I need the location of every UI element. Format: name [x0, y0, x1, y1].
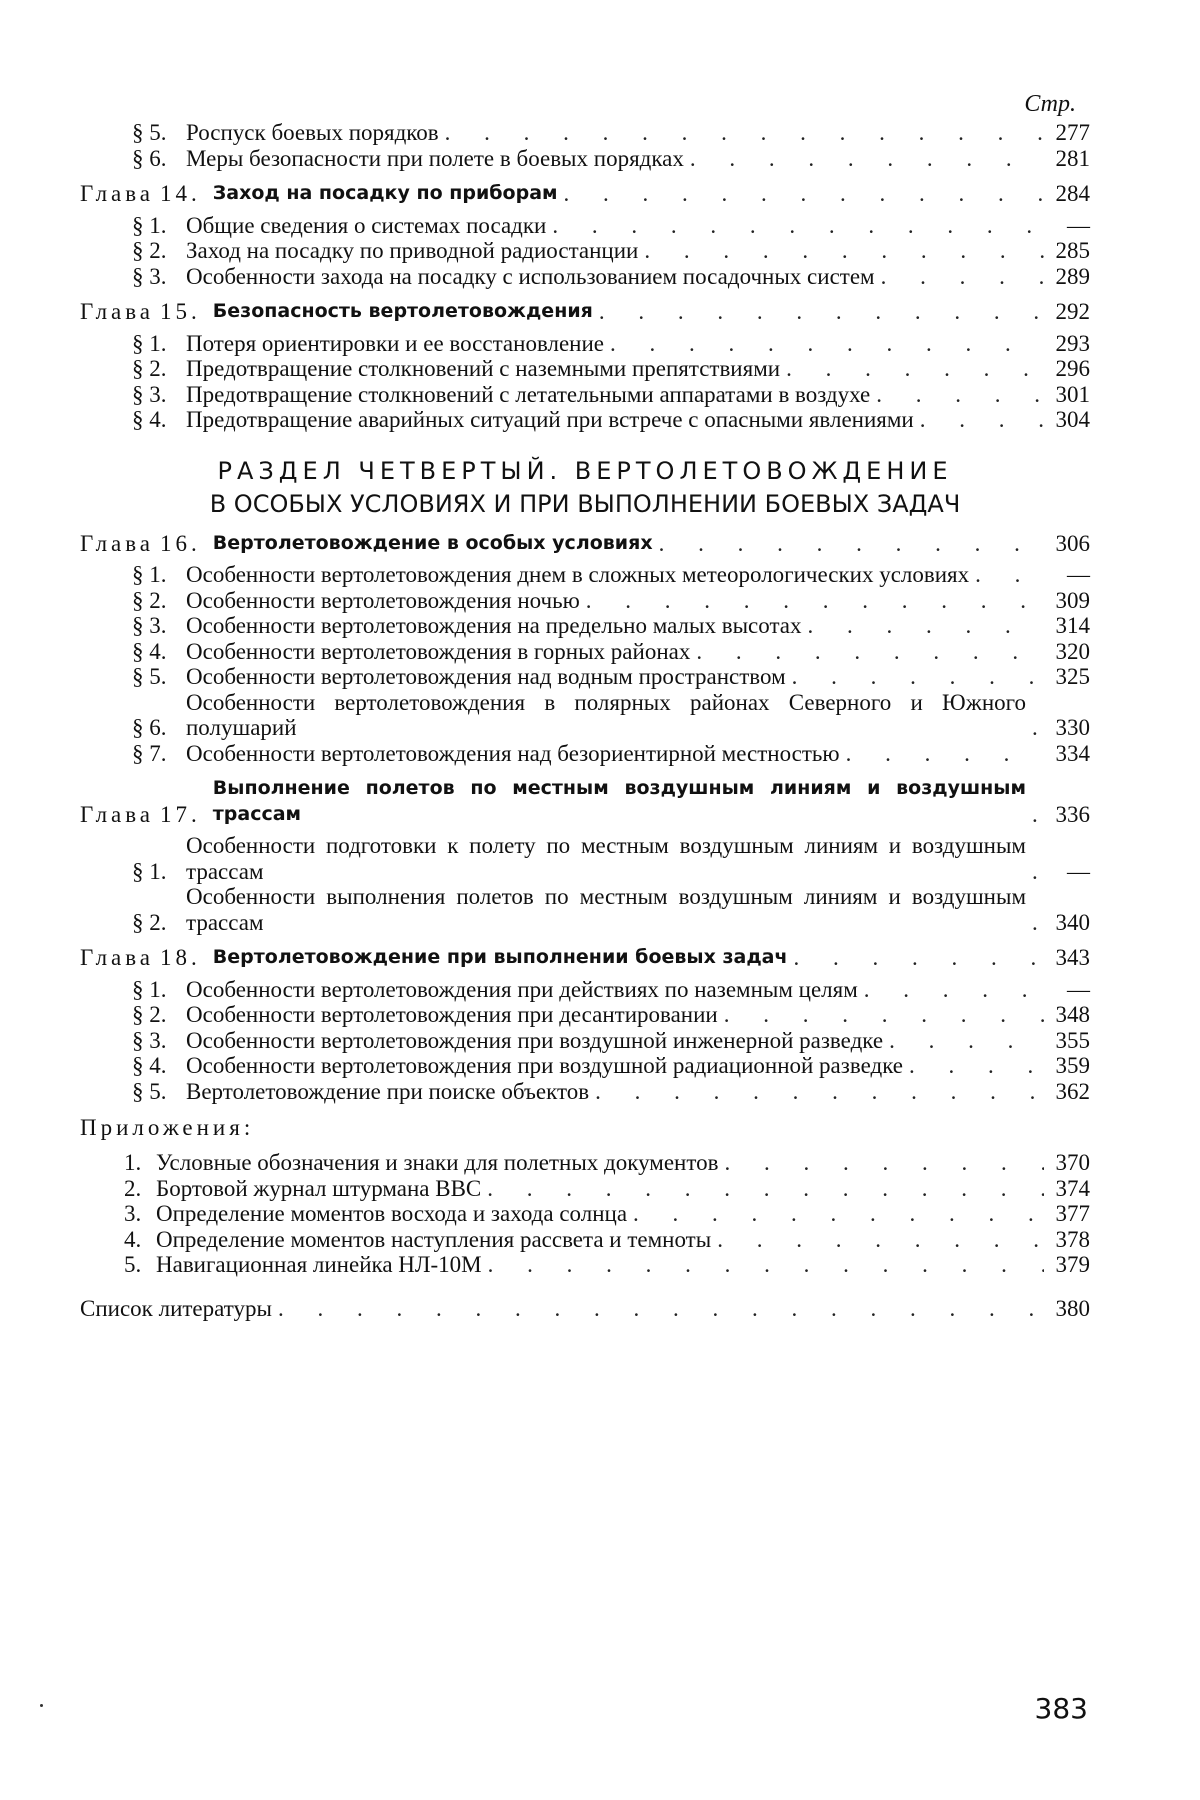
entry-number: § 2. — [132, 238, 167, 263]
toc-chapter-entry[interactable] — [80, 299, 1090, 325]
entry-title: Особенности вертолетовождения в полярных районах Северного и Южного полушарий — [186, 689, 1026, 740]
entry-page-number: 340 — [1055, 909, 1090, 935]
toc-section-entry[interactable] — [80, 639, 1090, 665]
entry-number: 3. — [124, 1201, 142, 1226]
entry-title: Особенности вертолетовождения при воздушной инженерной разведке — [186, 1027, 884, 1053]
toc-section-entry[interactable] — [80, 588, 1090, 614]
dot-leader — [840, 741, 1044, 767]
chapter-title: Вертолетовождение при выполнении боевых задач — [212, 946, 788, 968]
entry-page-number: 292 — [1055, 299, 1090, 324]
toc-page — [80, 88, 1090, 1321]
chapter-number: 17. — [160, 801, 201, 827]
dot-leader — [439, 120, 1044, 146]
dot-leader — [914, 407, 1044, 433]
entry-page-number: — — [1067, 858, 1090, 884]
part-heading-line-2: В ОСОБЫХ УСЛОВИЯХ И ПРИ ВЫПОЛНЕНИИ БОЕВЫХ ЗАДАЧ — [209, 489, 961, 518]
appendix-entry[interactable] — [80, 1201, 1090, 1227]
entry-page-number: 379 — [1055, 1252, 1090, 1277]
entry-page-number: 289 — [1055, 263, 1090, 289]
chapter-label: Глава — [80, 299, 155, 324]
toc-section-entry[interactable] — [80, 1079, 1090, 1105]
toc-section-entry[interactable] — [80, 690, 1090, 741]
dot-leader — [858, 977, 1044, 1003]
dot-leader — [903, 1053, 1044, 1079]
entry-title: Особенности вертолетовождения ночью — [186, 587, 580, 613]
dot-leader — [558, 181, 1044, 207]
entry-title: Предотвращение столкновений с летательными аппаратами в воздухе — [186, 381, 871, 407]
entry-title: Особенности вертолетовождения над безориентирной местностью — [186, 740, 840, 766]
entry-page-number: 296 — [1055, 356, 1090, 381]
toc-section-entry[interactable] — [80, 213, 1090, 239]
dot-leader — [1026, 715, 1044, 741]
entry-number: § 3. — [132, 381, 167, 407]
entry-page-number: 285 — [1055, 238, 1090, 263]
chapter-number: 16. — [160, 530, 201, 556]
entry-title: Особенности вертолетовождения при воздушной радиационной разведке — [186, 1053, 903, 1078]
entry-page-number: 325 — [1055, 664, 1090, 689]
toc-section-entry[interactable] — [80, 1002, 1090, 1028]
dot-leader — [580, 588, 1044, 614]
entry-page-number: 314 — [1055, 613, 1090, 638]
dot-leader — [780, 356, 1044, 382]
entry-number: § 2. — [132, 909, 167, 935]
entry-number: 5. — [124, 1252, 142, 1277]
entry-number: § 4. — [132, 1053, 167, 1078]
entry-number: 1. — [124, 1150, 142, 1175]
toc-chapter-entry[interactable] — [80, 945, 1090, 971]
chapter-number: 14. — [160, 181, 201, 206]
entry-number: § 4. — [132, 638, 167, 664]
part-heading — [80, 455, 1090, 521]
bibliography-title: Список литературы — [80, 1295, 272, 1321]
dot-leader — [482, 1252, 1044, 1278]
appendix-entry[interactable] — [80, 1150, 1090, 1176]
entry-title: Определение моментов восхода и захода солнца — [156, 1201, 628, 1226]
entry-number: § 3. — [132, 263, 167, 289]
appendix-entry[interactable] — [80, 1227, 1090, 1253]
dot-leader — [1026, 859, 1044, 885]
chapter-label: Глава — [80, 945, 155, 970]
entry-page-number: 293 — [1055, 330, 1090, 356]
toc-section-entry[interactable] — [80, 884, 1090, 935]
entry-number: § 2. — [132, 587, 167, 613]
toc-section-entry[interactable] — [80, 1028, 1090, 1054]
entry-page-number: 306 — [1055, 530, 1090, 556]
entry-title: Особенности вертолетовождения на предельно малых высотах — [186, 613, 802, 638]
entry-number: § 7. — [132, 740, 167, 766]
entry-page-number: 336 — [1055, 801, 1090, 827]
toc-section-entry[interactable] — [80, 664, 1090, 690]
dot-leader — [870, 382, 1044, 408]
toc-section-entry[interactable] — [80, 741, 1090, 767]
toc-section-entry[interactable] — [80, 264, 1090, 290]
dot-leader — [969, 562, 1044, 588]
entry-number: § 2. — [132, 356, 167, 381]
bibliography-entry[interactable] — [80, 1296, 1090, 1322]
dot-leader — [802, 613, 1045, 639]
entry-title: Потеря ориентировки и ее восстановление — [186, 330, 605, 356]
dot-leader — [711, 1227, 1044, 1253]
dot-leader — [593, 299, 1044, 325]
entry-page-number: 281 — [1055, 145, 1090, 171]
entry-number: § 1. — [132, 562, 167, 587]
entry-page-number: 362 — [1055, 1078, 1090, 1104]
entry-number: § 1. — [132, 976, 167, 1002]
toc-chapter-entry[interactable] — [80, 531, 1090, 557]
appendix-entry[interactable] — [80, 1252, 1090, 1278]
entry-page-number: 374 — [1055, 1175, 1090, 1201]
entry-title: Особенности вертолетовождения в горных районах — [186, 638, 691, 664]
entry-number: 4. — [124, 1226, 142, 1252]
toc-section-entry[interactable] — [80, 356, 1090, 382]
entry-title: Условные обозначения и знаки для полетных документов — [156, 1150, 719, 1175]
dot-leader — [546, 213, 1044, 239]
entry-page-number: 309 — [1055, 587, 1090, 613]
entry-title: Предотвращение аварийных ситуаций при встрече с опасными явлениями — [186, 407, 914, 432]
entry-page-number: 359 — [1055, 1053, 1090, 1078]
toc-section-entry[interactable] — [80, 977, 1090, 1003]
entry-title: Предотвращение столкновений с наземными препятствиями — [186, 356, 781, 381]
entry-page-number: 301 — [1055, 381, 1090, 407]
dot-leader — [653, 531, 1044, 557]
dot-leader — [883, 1028, 1044, 1054]
dot-leader — [875, 264, 1044, 290]
chapter-number: 15. — [160, 299, 201, 324]
entry-title: Меры безопасности при полете в боевых порядках — [186, 145, 684, 171]
chapter-title: Заход на посадку по приборам — [212, 182, 558, 204]
entry-number: § 3. — [132, 613, 167, 638]
entry-page-number: — — [1067, 212, 1090, 238]
entry-title: Особенности вертолетовождения при десантировании — [186, 1002, 718, 1027]
entry-number: § 1. — [132, 212, 167, 238]
appendices-heading: Приложения: — [80, 1115, 255, 1140]
entry-page-number: 330 — [1055, 715, 1090, 740]
toc-list-top — [80, 120, 1090, 433]
part-heading-line-1: РАЗДЕЛ ЧЕТВЕРТЫЙ. ВЕРТОЛЕТОВОЖДЕНИЕ — [217, 456, 953, 485]
print-speck — [40, 1704, 43, 1707]
entry-page-number: 343 — [1055, 945, 1090, 970]
entry-number: § 2. — [132, 1002, 167, 1027]
entry-number: § 5. — [132, 664, 167, 689]
toc-section-entry[interactable] — [80, 146, 1090, 172]
entry-page-number: 277 — [1055, 120, 1090, 145]
entry-number: § 1. — [132, 330, 167, 356]
entry-title: Определение моментов наступления рассвета и темноты — [156, 1226, 712, 1252]
bibliography-page: 380 — [1055, 1295, 1090, 1321]
dot-leader — [786, 664, 1044, 690]
appendix-entry[interactable] — [80, 1176, 1090, 1202]
chapter-label: Глава — [80, 530, 155, 556]
dot-leader — [1026, 910, 1044, 936]
entry-page-number: 370 — [1055, 1150, 1090, 1175]
dot-leader — [627, 1201, 1044, 1227]
entry-page-number: 284 — [1055, 181, 1090, 206]
entry-title: Особенности подготовки к полету по местным воздушным линиям и воздушным трассам — [186, 833, 1026, 884]
entry-number: § 1. — [132, 858, 167, 884]
page-number: 383 — [1034, 1692, 1088, 1725]
toc-section-entry[interactable] — [80, 833, 1090, 884]
toc-section-entry[interactable] — [80, 562, 1090, 588]
entry-title: Общие сведения о системах посадки — [186, 212, 547, 238]
toc-section-entry[interactable] — [80, 331, 1090, 357]
toc-section-entry[interactable] — [80, 120, 1090, 146]
toc-list-bottom — [80, 531, 1090, 1105]
dot-leader — [788, 945, 1044, 971]
entry-number: § 5. — [132, 120, 167, 145]
entry-title: Вертолетовождение при поиске объектов — [186, 1078, 590, 1104]
toc-chapter-entry[interactable] — [80, 776, 1090, 827]
chapter-title: Безопасность вертолетовождения — [212, 300, 593, 322]
toc-section-entry[interactable] — [80, 238, 1090, 264]
dot-leader — [684, 146, 1044, 172]
dot-leader — [589, 1079, 1044, 1105]
chapter-label: Глава — [80, 801, 155, 827]
entry-title: Особенности вертолетовождения при действиях по наземным целям — [186, 976, 858, 1002]
dot-leader — [604, 331, 1044, 357]
dot-leader — [272, 1296, 1044, 1322]
dot-leader — [718, 1150, 1044, 1176]
entry-page-number: — — [1067, 562, 1090, 587]
chapter-title: Вертолетовождение в особых условиях — [212, 531, 653, 554]
toc-section-entry[interactable] — [80, 407, 1090, 433]
entry-number: 2. — [124, 1175, 142, 1201]
entry-page-number: 334 — [1055, 740, 1090, 766]
chapter-number: 18. — [160, 945, 201, 970]
entry-title: Особенности выполнения полетов по местным воздушным линиям и воздушным трассам — [186, 884, 1026, 935]
toc-section-entry[interactable] — [80, 1053, 1090, 1079]
entry-number: § 6. — [132, 715, 167, 740]
entry-title: Роспуск боевых порядков — [186, 120, 439, 145]
entry-number: § 6. — [132, 145, 167, 171]
toc-section-entry[interactable] — [80, 382, 1090, 408]
entry-page-number: 355 — [1055, 1027, 1090, 1053]
entry-title: Особенности захода на посадку с использованием посадочных систем — [186, 263, 875, 289]
page-column-header: Стр. — [1024, 91, 1076, 117]
dot-leader — [481, 1176, 1044, 1202]
chapter-label: Глава — [80, 181, 155, 206]
toc-chapter-entry[interactable] — [80, 181, 1090, 207]
chapter-title: Выполнение полетов по местным воздушным линиям и воздушным трассам — [212, 777, 1026, 825]
entry-number: § 3. — [132, 1027, 167, 1053]
appendices-list — [80, 1150, 1090, 1278]
entry-number: § 5. — [132, 1078, 167, 1104]
entry-title: Особенности вертолетовождения над водным пространством — [186, 664, 786, 689]
entry-page-number: 304 — [1055, 407, 1090, 432]
dot-leader — [690, 639, 1044, 665]
entry-title: Заход на посадку по приводной радиостанции — [186, 238, 639, 263]
entry-title: Навигационная линейка НЛ-10М — [156, 1252, 482, 1277]
dot-leader — [638, 238, 1044, 264]
entry-page-number: 348 — [1055, 1002, 1090, 1027]
entry-title: Бортовой журнал штурмана ВВС — [156, 1175, 482, 1201]
dot-leader — [1026, 802, 1044, 828]
entry-page-number: 378 — [1055, 1226, 1090, 1252]
entry-number: § 4. — [132, 407, 167, 432]
entry-page-number: 320 — [1055, 638, 1090, 664]
entry-title: Особенности вертолетовождения днем в сложных метеорологических условиях — [186, 562, 970, 587]
entry-page-number: 377 — [1055, 1201, 1090, 1226]
dot-leader — [718, 1002, 1044, 1028]
entry-page-number: — — [1067, 976, 1090, 1002]
toc-section-entry[interactable] — [80, 613, 1090, 639]
